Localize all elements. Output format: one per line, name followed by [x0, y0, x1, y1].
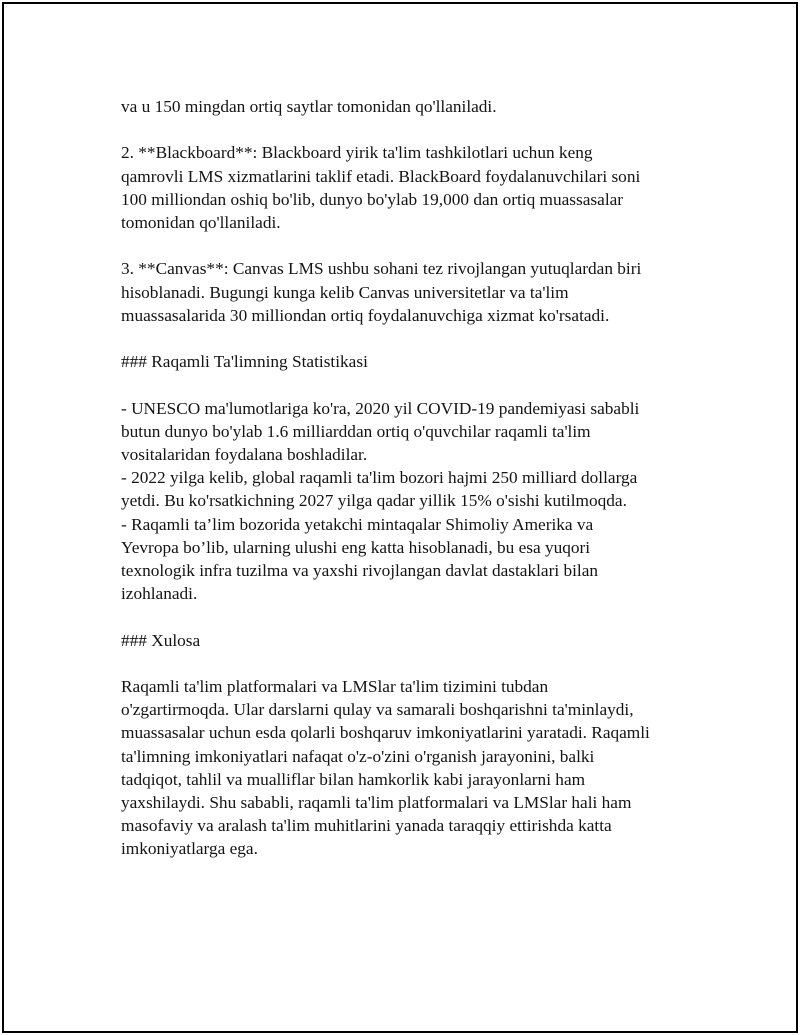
text-line: imkoniyatlarga ega.: [121, 839, 258, 859]
conclusion-paragraph: [121, 675, 681, 861]
document-body: [121, 95, 681, 861]
text-line: 2. **Blackboard**: Blackboard yirik ta'lim tashkilotlari uchun keng: [121, 143, 593, 163]
text-line: tomonidan qo'llaniladi.: [121, 213, 281, 232]
text-line: va u 150 mingdan ortiq saytlar tomonidan qo'llaniladi.: [121, 97, 497, 116]
paragraph-gap: [121, 373, 681, 396]
section-heading: ### Xulosa: [121, 630, 201, 650]
text-line: butun dunyo bo'ylab 1.6 milliarddan ortiq o'quvchilar raqamli ta'lim: [121, 421, 591, 441]
document-page: [2, 2, 798, 1033]
text-line: masofaviy va aralash ta'lim muhitlarini yanada taraqqiy ettirishda katta: [121, 816, 612, 836]
text-line: muassasalar uchun esda qolarli boshqaruv imkoniyatlarini yaratadi. Raqamli: [121, 723, 650, 743]
text-line: ta'limning imkoniyatlari nafaqat o'z-o'zini o'rganish jarayonini, balki: [121, 746, 595, 766]
text-line: Yevropa bo’lib, ularning ulushi eng katta hisoblanadi, bu esa yuqori: [121, 537, 591, 557]
text-line: o'zgartirmoqda. Ular darslarni qulay va samarali boshqarishni ta'minlaydi,: [121, 700, 634, 720]
text-line: vositalaridan foydalana boshladilar.: [121, 444, 368, 464]
text-line: muassasalarida 30 milliondan ortiq foydalanuvchiga xizmat ko'rsatadi.: [121, 305, 610, 325]
text-line: qamrovli LMS xizmatlarini taklif etadi. BlackBoard foydalanuvchilari soni: [121, 166, 641, 186]
paragraph-gap: [121, 327, 681, 350]
text-line: 100 milliondan oshiq bo'lib, dunyo bo'ylab 19,000 dan ortiq muassasalar: [121, 189, 624, 209]
text-line: yetdi. Bu ko'rsatkichning 2027 yilga qadar yillik 15% o'sishi kutilmoqda.: [121, 491, 627, 511]
text-line: - Raqamli ta’lim bozorida yetakchi mintaqalar Shimoliy Amerika va: [121, 514, 594, 534]
text-line: 3. **Canvas**: Canvas LMS ushbu sohani tez rivojlangan yutuqlardan biri: [121, 259, 642, 279]
text-line: yaxshilaydi. Shu sababli, raqamli ta'lim platformalari va LMSlar hali ham: [121, 793, 632, 812]
text-line: tadqiqot, tahlil va mualliflar bilan hamkorlik kabi jarayonlarni ham: [121, 769, 586, 789]
paragraph-gap: [121, 118, 681, 141]
section-heading: ### Raqamli Ta'limning Statistikasi: [121, 352, 368, 372]
text-line: izohlanadi.: [121, 584, 198, 604]
canvas-paragraph: [121, 257, 681, 327]
paragraph-gap: [121, 652, 681, 675]
text-line: Raqamli ta'lim platformalari va LMSlar ta'lim tizimini tubdan: [121, 676, 549, 696]
text-line: hisoblanadi. Bugungi kunga kelib Canvas universitetlar va ta'lim: [121, 282, 569, 302]
text-line: texnologik infra tuzilma va yaxshi rivojlangan davlat dastaklari bilan: [121, 561, 599, 580]
stats-list: [121, 397, 681, 606]
paragraph-gap: [121, 234, 681, 257]
text-line: - UNESCO ma'lumotlariga ko'ra, 2020 yil COVID-19 pandemiyasi sababli: [121, 398, 640, 418]
stats-heading: [121, 350, 681, 373]
blackboard-paragraph: [121, 141, 681, 234]
paragraph-gap: [121, 605, 681, 628]
lms-usage-paragraph: [121, 95, 681, 118]
conclusion-heading: [121, 629, 681, 652]
text-line: - 2022 yilga kelib, global raqamli ta'lim bozori hajmi 250 milliard dollarga: [121, 468, 638, 488]
